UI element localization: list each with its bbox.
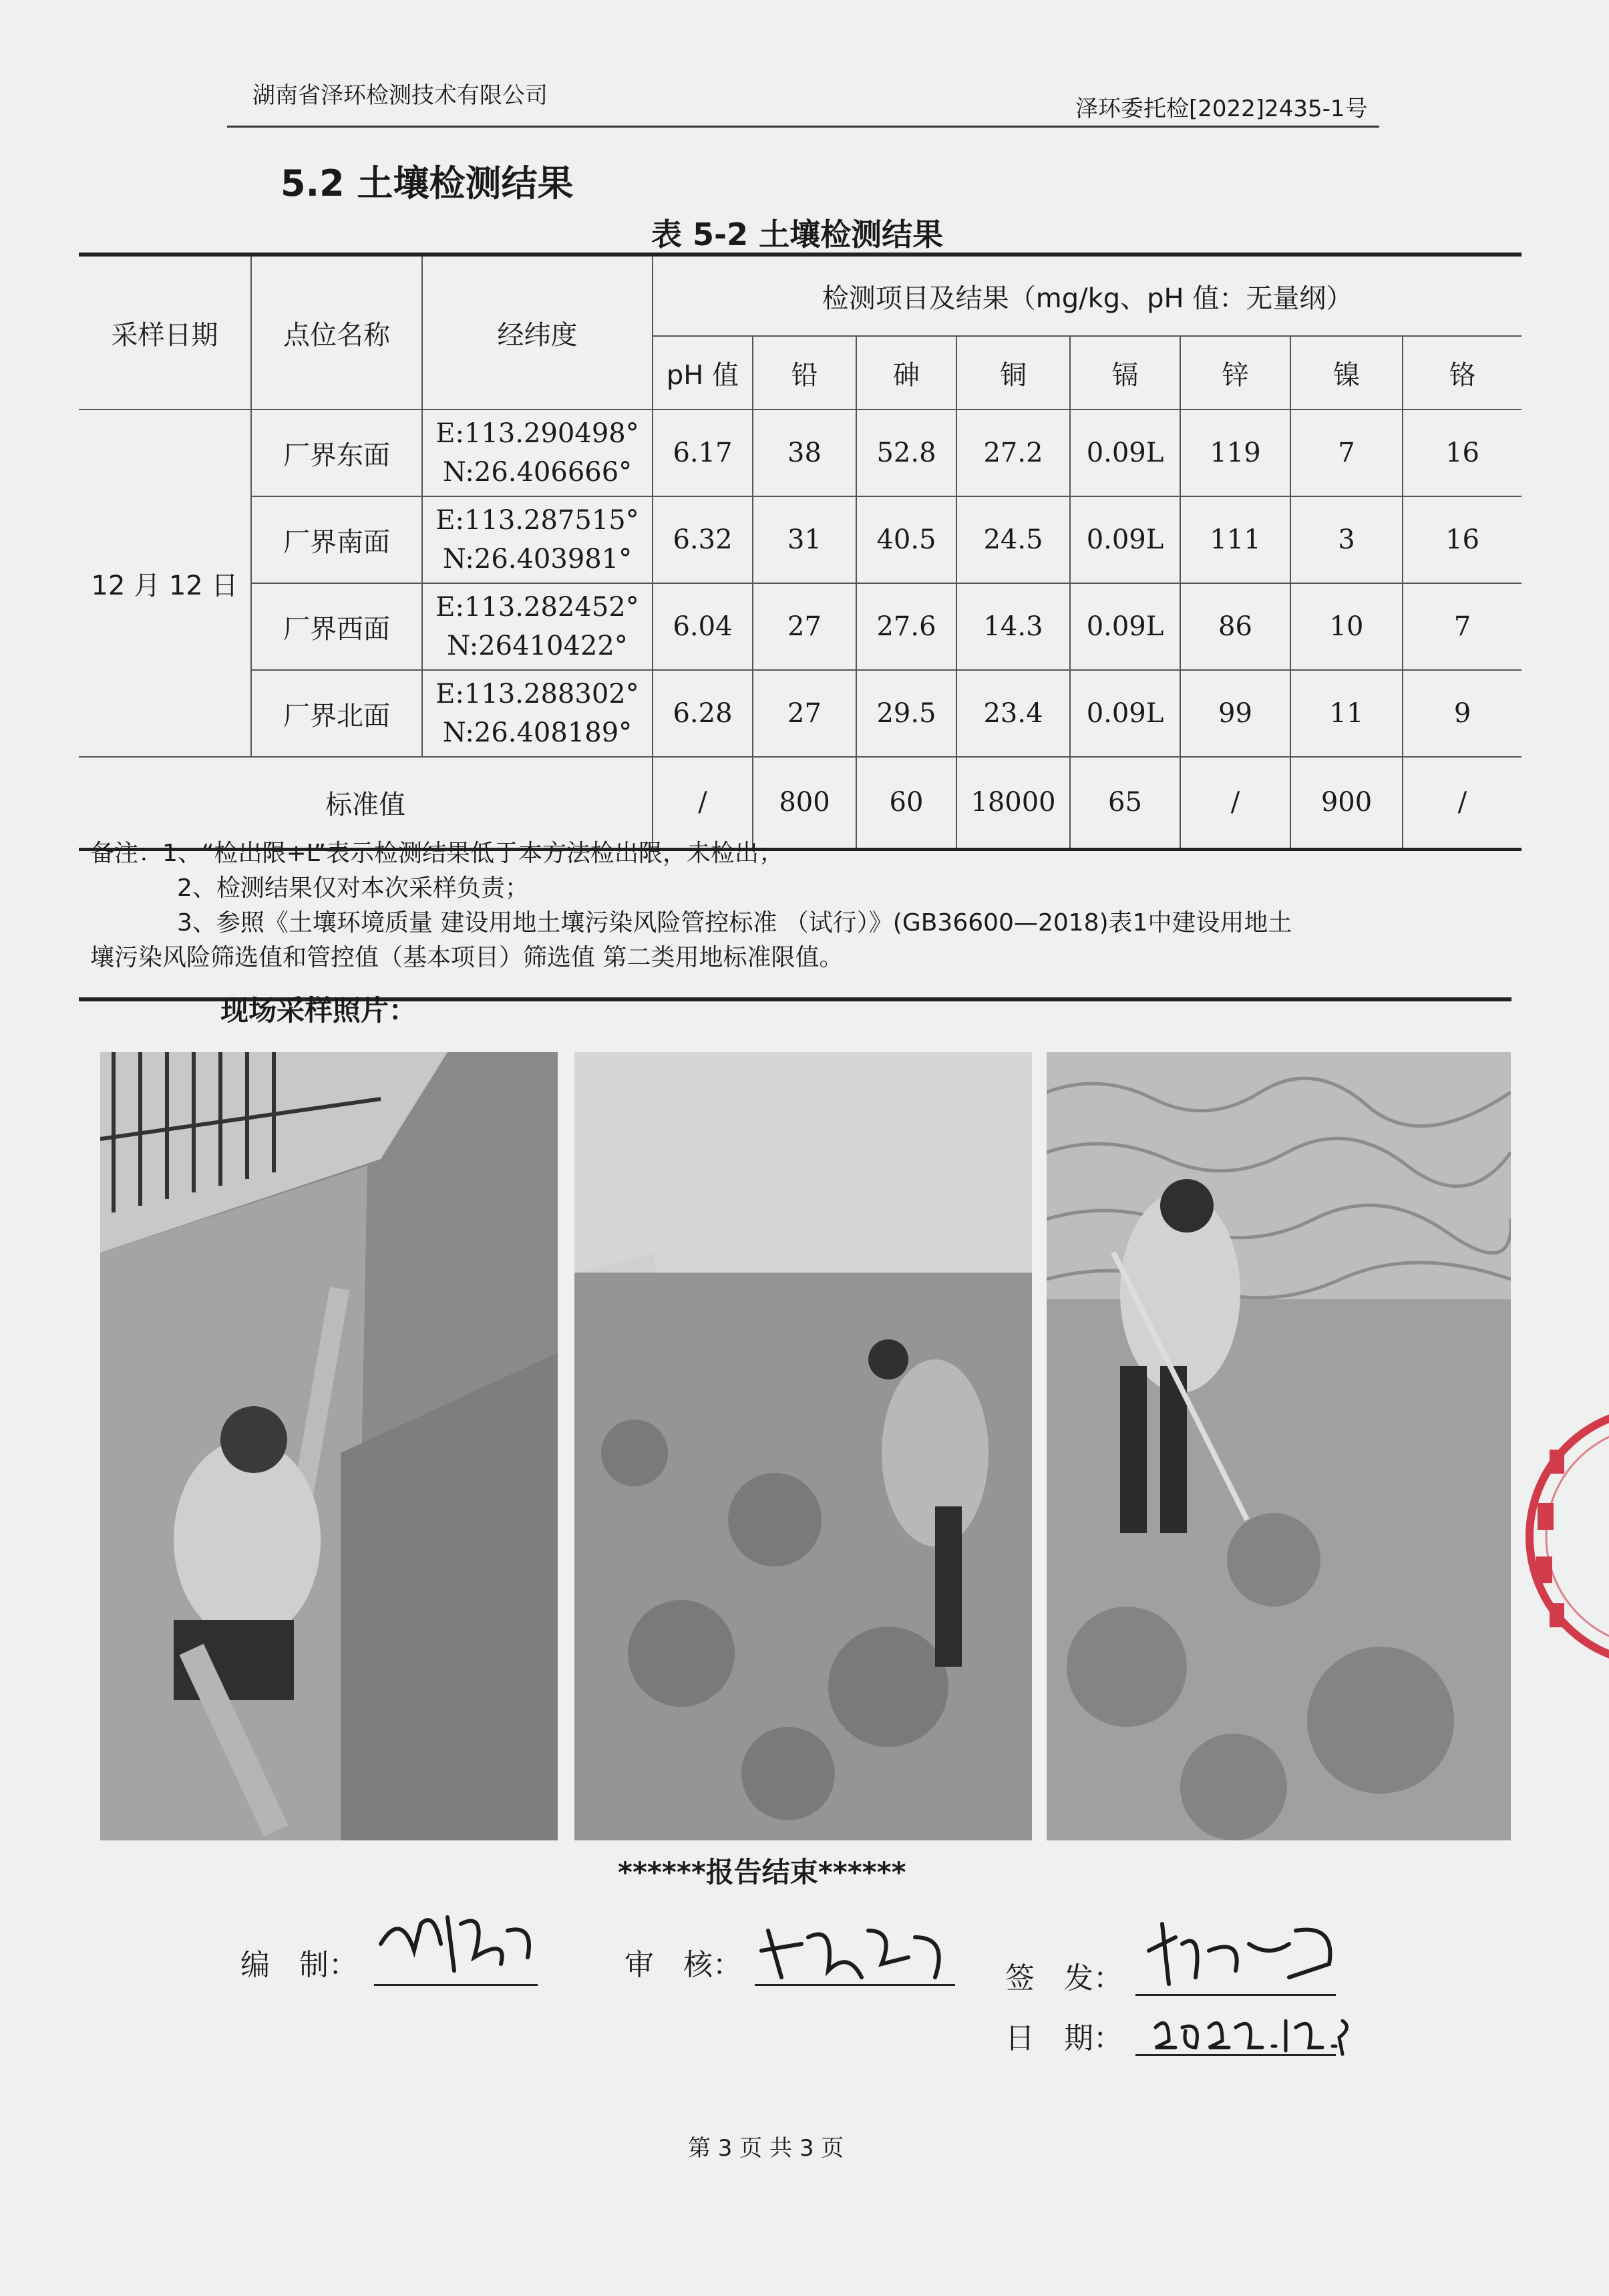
longitude: E:113.288302° [435,679,639,709]
value-cell: 6.28 [653,670,753,757]
point-name-cell: 厂界南面 [251,496,422,583]
table-title: 表 5-2 土壤检测结果 [651,216,944,253]
item-header: 镉 [1070,336,1180,409]
note-line: 备注：1、“检出限+L”表示检测结果低于本方法检出限，未检出； [90,840,783,867]
col-point-name: 点位名称 [251,255,422,409]
standard-value-cell: 18000 [956,757,1070,849]
value-cell: 10 [1290,583,1403,670]
standard-value-cell: 65 [1070,757,1180,849]
value-cell: 27.2 [956,409,1070,496]
report-end-mark: ******报告结束****** [618,1856,906,1889]
value-cell: 16 [1403,409,1522,496]
col-coordinates: 经纬度 [422,255,653,409]
table-row [79,496,1522,583]
table-row [79,583,1522,670]
standard-value-cell: 800 [753,757,856,849]
note-line: 壤污染风险筛选值和管控值（基本项目）筛选值 第二类用地标准限值。 [90,944,844,971]
report-number: 泽环委托检[2022]2435-1号 [1075,96,1368,122]
value-cell: 6.04 [653,583,753,670]
page-number: 第 3 页 共 3 页 [688,2135,844,2162]
compile-signature-line [374,1984,538,1986]
value-cell: 3 [1290,496,1403,583]
date-label: 日 期： [1005,2021,1123,2056]
item-header: 铜 [956,336,1070,409]
section-title: 5.2 土壤检测结果 [281,162,574,204]
value-cell: 99 [1180,670,1290,757]
standard-value-cell: / [653,757,753,849]
latitude: N:26.403981° [442,544,633,575]
group-header: 检测项目及结果（mg/kg、pH 值：无量纲） [653,255,1522,336]
col-sampling-date: 采样日期 [79,255,251,409]
value-cell: 7 [1290,409,1403,496]
coordinates-cell [422,583,653,670]
item-header: 铬 [1403,336,1522,409]
site-photo-south [574,1052,1032,1840]
value-cell: 119 [1180,409,1290,496]
value-cell: 52.8 [856,409,956,496]
note-line: 2、检测结果仅对本次采样负责； [177,874,529,902]
standard-row [79,757,1522,849]
value-cell: 9 [1403,670,1522,757]
review-signature [755,1911,955,1991]
value-cell: 11 [1290,670,1403,757]
compile-signature [374,1897,541,1984]
latitude: N:26.408189° [442,717,633,748]
longitude: E:113.290498° [435,418,639,449]
note-line: 3、参照《土壤环境质量 建设用地土壤污染风险管控标准 （试行）》(GB36600—2018)表1中建设用地土 [177,909,1292,937]
issue-signature [1135,1911,1349,1997]
coordinates-cell [422,409,653,496]
compile-label: 编 制： [240,1948,358,1982]
standard-value-cell: 900 [1290,757,1403,849]
notes [90,836,1519,975]
issue-label: 签 发： [1005,1961,1123,1995]
item-header: 锌 [1180,336,1290,409]
value-cell: 23.4 [956,670,1070,757]
value-cell: 31 [753,496,856,583]
coordinates-cell [422,670,653,757]
value-cell: 27 [753,583,856,670]
company-seal-icon [1496,1403,1609,1670]
point-name-cell: 厂界西面 [251,583,422,670]
value-cell: 27 [753,670,856,757]
longitude: E:113.287515° [435,505,639,536]
value-cell: 14.3 [956,583,1070,670]
item-header: 铅 [753,336,856,409]
handwritten-date [1149,2001,1349,2061]
point-name-cell: 厂界东面 [251,409,422,496]
site-photo-west [1047,1052,1511,1840]
latitude: N:26410422° [447,631,628,661]
review-label: 审 核： [624,1948,742,1982]
item-header: 镍 [1290,336,1403,409]
value-cell: 0.09L [1070,583,1180,670]
company-name: 湖南省泽环检测技术有限公司 [252,82,548,109]
table-row [79,670,1522,757]
standard-value-cell: / [1403,757,1522,849]
value-cell: 86 [1180,583,1290,670]
latitude: N:26.406666° [442,457,633,488]
value-cell: 111 [1180,496,1290,583]
value-cell: 0.09L [1070,409,1180,496]
value-cell: 38 [753,409,856,496]
value-cell: 6.32 [653,496,753,583]
value-cell: 0.09L [1070,496,1180,583]
standard-value-cell: 60 [856,757,956,849]
value-cell: 29.5 [856,670,956,757]
value-cell: 24.5 [956,496,1070,583]
value-cell: 40.5 [856,496,956,583]
item-header: pH 值 [653,336,753,409]
header-divider [227,126,1379,128]
coordinates-cell [422,496,653,583]
standard-label: 标准值 [79,757,653,849]
point-name-cell: 厂界北面 [251,670,422,757]
longitude: E:113.282452° [435,592,639,623]
standard-value-cell: / [1180,757,1290,849]
value-cell: 27.6 [856,583,956,670]
soil-results-table [79,253,1522,851]
value-cell: 0.09L [1070,670,1180,757]
site-photo-east [100,1052,558,1840]
value-cell: 16 [1403,496,1522,583]
photo-section-label: 现场采样照片： [220,994,417,1027]
value-cell: 6.17 [653,409,753,496]
item-header: 砷 [856,336,956,409]
sampling-date-cell: 12 月 12 日 [79,409,251,757]
value-cell: 7 [1403,583,1522,670]
table-row [79,409,1522,496]
